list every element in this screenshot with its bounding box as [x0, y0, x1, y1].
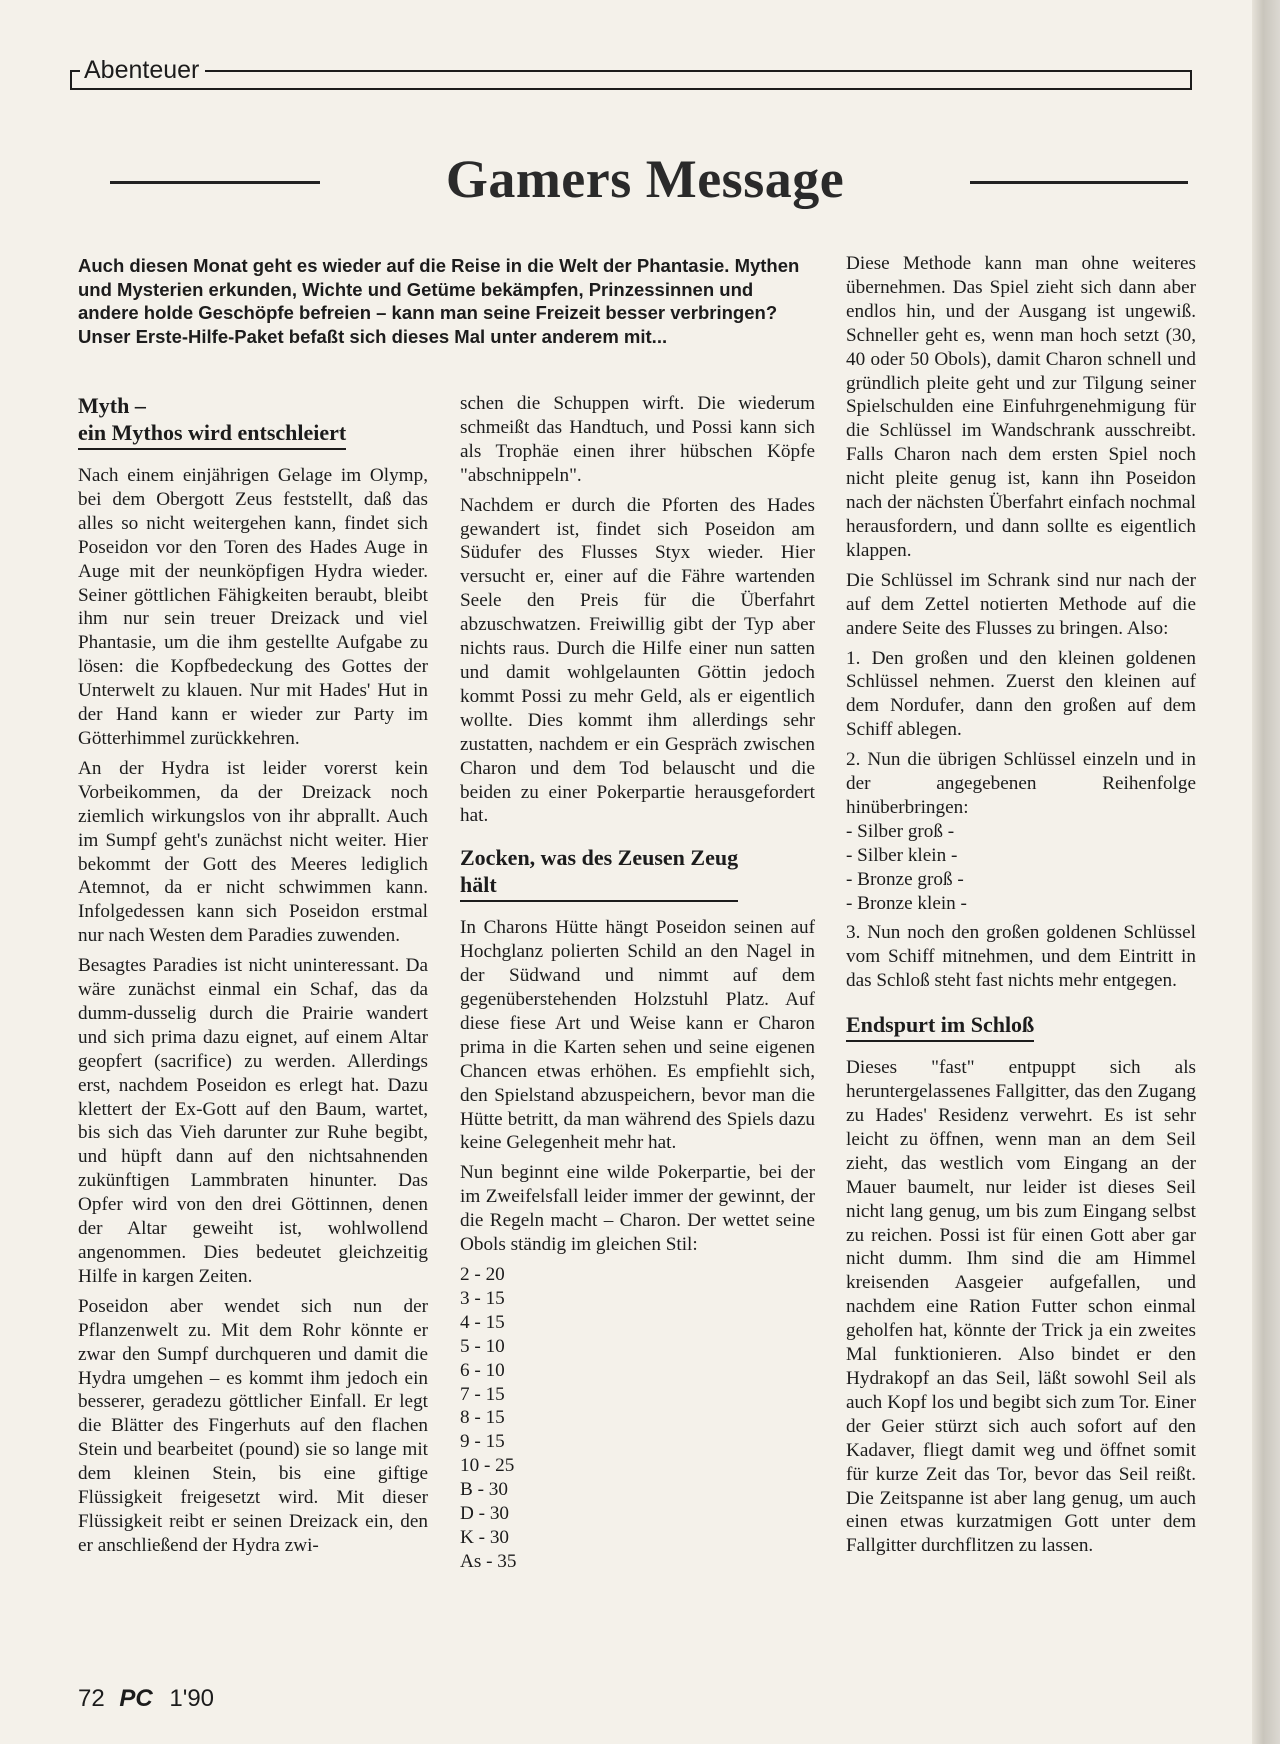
- body-paragraph: An der Hydra ist leider vorerst kein Vorbeikommen, da der Dreizack noch ziemlich wirkungslos von ihr abprallt. Auch im Sumpf geht's zunächst nicht weiter. Hier bekommt der Gott des Meeres lediglich Atemnot, da er nicht schwimmen kann. Infolgedessen kann sich Poseidon erstmal nur nach Westen dem Paradies zuwenden.: [78, 757, 428, 947]
- magazine-logo: PC: [119, 1685, 153, 1712]
- key-item: - Bronze groß -: [846, 868, 964, 890]
- body-paragraph: schen die Schuppen wirft. Die wiederum schmeißt das Handtuch, und Possi kann sich als Trophäe einen ihrer hübschen Köpfe "abschnippeln".: [460, 393, 815, 486]
- page-edge: [1252, 0, 1280, 1744]
- section-heading-line: ein Mythos wird entschleiert: [78, 420, 347, 445]
- section-header: [70, 56, 1194, 92]
- bet-item: B - 30: [460, 1479, 508, 1501]
- page-title: Gamers Message: [445, 149, 845, 209]
- bet-item: 10 - 25: [460, 1455, 515, 1477]
- section-header-frame: [70, 70, 1192, 90]
- body-paragraph: 1. Den großen und den kleinen goldenen Schlüssel nehmen. Zuerst den kleinen auf dem Nordufer, dann den großen auf dem Schiff ablegen.: [846, 647, 1196, 741]
- bet-item: 6 - 10: [460, 1359, 505, 1381]
- bet-item: 7 - 15: [460, 1383, 505, 1405]
- column-1: [78, 392, 428, 1564]
- bet-item: 3 - 15: [460, 1287, 505, 1309]
- intro-paragraph: Unser Erste-Hilfe-Paket befaßt sich dieses Mal unter anderem mit...: [78, 325, 668, 347]
- body-paragraph: Nun beginnt eine wilde Pokerpartie, bei der im Zweifelsfall leider immer der gewinnt, der die Regeln macht – Charon. Der wettet seine Obols ständig im gleichen Stil:: [460, 1162, 815, 1256]
- title-rule-right: [970, 181, 1188, 184]
- body-paragraph: Poseidon aber wendet sich nun der Pflanzenwelt zu. Mit dem Rohr könnte er zwar den Sumpf durchqueren und damit die Hydra umgehen – es kommt ihm jedoch ein besserer, geradezu göttlicher Einfall. Er legt die Blätter des Fingerhuts auf den flachen Stein und bearbeitet (pound) sie so lange mit dem kleinen Stein, bis eine giftige Flüssigkeit freigesetzt wird. Mit dieser Flüssigkeit reibt er seinen Dreizack ein, den er anschließend der Hydra zwi-: [78, 1295, 428, 1556]
- body-paragraph: Besagtes Paradies ist nicht uninteressant. Da wäre zunächst einmal ein Schaf, das da dumm-dusselig durch die Prairie wandert und sich prima dazu eignet, auf einem Altar geopfert (sacrifice) zu werden. Allerdings erst, nachdem Poseidon es erlegt hat. Dazu klettert der Ex-Gott auf den Baum, wartet, bis sich das Vieh darunter zur Ruhe begibt, und hüpft dann auf den nichtsahnenden zukünftigen Lammbraten hinunter. Das Opfer wird von den drei Göttinnen, denen der Altar geweiht ist, wohlwollend angenommen. Dies bedeutet gleichzeitig Hilfe in kargen Zeiten.: [78, 955, 428, 1287]
- title-block: [110, 148, 1200, 218]
- body-paragraph: Nach einem einjährigen Gelage im Olymp, bei dem Obergott Zeus feststellt, daß das alles so nicht weitergehen kann, findet sich Poseidon vor den Toren des Hades Auge in Auge mit der neunköpfigen Hydra wieder. Seiner göttlichen Fähigkeiten beraubt, bleibt ihm nur sein treuer Dreizack und viel Phantasie, um die ihm gestellte Aufgabe zu lösen: die Kopfbedeckung des Gottes der Unterwelt zu klauen. Nur mit Hades' Hut in der Hand kann er wieder zur Party im Götterhimmel zurückkehren.: [78, 465, 428, 749]
- bet-item: D - 30: [460, 1503, 510, 1525]
- body-paragraph: Diese Methode kann man ohne weiteres übernehmen. Das Spiel zieht sich dann aber endlos hin, und der Ausgang ist ungewiß. Schneller geht es, wenn man hoch setzt (30, 40 oder 50 Obols), damit Charon schnell und gründlich pleite geht und zur Tilgung seiner Spielschulden eine Einfuhrgenehmigung für die Schlüssel im Wandschrank ausschreibt. Falls Charon nach dem ersten Spiel noch nicht pleite genug ist, kann ihn Poseidon nach der nächsten Überfahrt einfach nochmal herausfordern, und dann sollte es eigentlich klappen.: [846, 253, 1196, 561]
- bet-list: [460, 1263, 815, 1574]
- section-heading-line: Myth –: [78, 393, 146, 418]
- title-rule-left: [110, 181, 320, 184]
- bet-item: 8 - 15: [460, 1407, 505, 1429]
- column-2: [460, 392, 815, 1580]
- bet-item: 4 - 15: [460, 1311, 505, 1333]
- section-heading-endspurt: [846, 1011, 1034, 1042]
- body-paragraph: Die Schlüssel im Schrank sind nur nach der auf dem Zettel notierten Methode auf die andere Seite des Flusses zu bringen. Also:: [846, 569, 1196, 639]
- issue-number: 1'90: [169, 1685, 215, 1712]
- intro-text: [78, 254, 818, 348]
- bet-item: As - 35: [460, 1550, 517, 1572]
- intro-paragraph: Auch diesen Monat geht es wieder auf die Reise in die Welt der Phantasie. Mythen und Mysterien erkunden, Wichte und Getüme bekämpfen, Prinzessinnen und andere holde Geschöpfe befreien – kann man seine Freizeit besser verbringen?: [78, 255, 800, 323]
- body-paragraph: 3. Nun noch den großen goldenen Schlüssel vom Schiff mitnehmen, und dem Eintritt in das Schloß steht fast nichts mehr entgegen.: [846, 922, 1196, 992]
- body-paragraph: 2. Nun die übrigen Schlüssel einzeln und in der angegebenen Reihenfolge hinüberbringen:: [846, 749, 1196, 818]
- section-heading-line: Endspurt im Schloß: [846, 1012, 1035, 1038]
- section-heading-line: Zocken, was des Zeusen Zeug: [460, 845, 739, 871]
- key-item: - Bronze klein -: [846, 892, 967, 914]
- page-number: 72: [78, 1685, 105, 1712]
- section-heading-zocken: [460, 844, 738, 902]
- body-paragraph: Nachdem er durch die Pforten des Hades gewandert ist, findet sich Poseidon am Südufer des Flusses Styx wieder. Hier versucht er, einer auf die Fähre wartenden Seele den Preis für die Überfahrt abzuschwatzen. Freiwillig gibt der Typ aber nichts raus. Durch die Hilfe einer nun satten und damit wohlgelaunten Göttin jedoch kommt Possi zu mehr Geld, als er eigentlich wollte. Dies kommt ihm allerdings sehr zustatten, nachdem er ein Gespräch zwischen Charon und dem Tod belauscht und die beiden zu einer Pokerpartie herausgefordert hat.: [460, 494, 815, 827]
- key-item: - Silber groß -: [846, 820, 955, 842]
- bet-item: 5 - 10: [460, 1335, 505, 1357]
- section-label: Abenteuer: [80, 56, 205, 85]
- key-item: - Silber klein -: [846, 844, 958, 866]
- bet-item: 9 - 15: [460, 1431, 505, 1453]
- column-3: [846, 252, 1196, 1564]
- section-heading-line: hält: [460, 872, 497, 898]
- key-list: [846, 820, 1196, 916]
- page-footer: [78, 1685, 214, 1713]
- bet-item: 2 - 20: [460, 1264, 505, 1285]
- section-heading-myth: [78, 392, 346, 450]
- body-paragraph: In Charons Hütte hängt Poseidon seinen auf Hochglanz polierten Schild an den Nagel in der Südwand und nimmt auf dem gegenüberstehenden Holzstuhl Platz. Auf diese fiese Art und Weise kann er Charon prima in die Karten sehen und seine eigenen Chancen etwas erhöhen. Es empfiehlt sich, den Spielstand abzuspeichern, bevor man die Hütte betritt, da man während des Spiels dazu keine Gelegenheit mehr hat.: [460, 917, 815, 1154]
- body-paragraph: Dieses "fast" entpuppt sich als heruntergelassenes Fallgitter, das den Zugang zu Hades' Residenz verwehrt. Es ist sehr leicht zu öffnen, wenn man an dem Seil zieht, das westlich vom Eingang an der Mauer baumelt, nur leider ist dieses Seil nicht lang genug, um bis zum Eingang selbst zu reichen. Possi ist für einen Gott aber gar nicht dumm. Ihm sind die am Himmel kreisenden Aasgeier aufgefallen, und nachdem eine Ration Futter schon einmal geholfen hat, könnte der Trick ja ein zweites Mal funktionieren. Also bindet er den Hydrakopf an das Seil, läßt sowohl Seil als auch Kopf los und begibt sich zum Tor. Einer der Geier stürzt sich auch sofort auf den Kadaver, fliegt damit weg und öffnet somit für kurze Zeit das Tor, bevor das Seil reißt. Die Zeitspanne ist aber lang genug, um auch einen etwas kurzatmigen Gott unter dem Fallgitter durchflitzen zu lassen.: [846, 1057, 1197, 1557]
- bet-item: K - 30: [460, 1526, 510, 1548]
